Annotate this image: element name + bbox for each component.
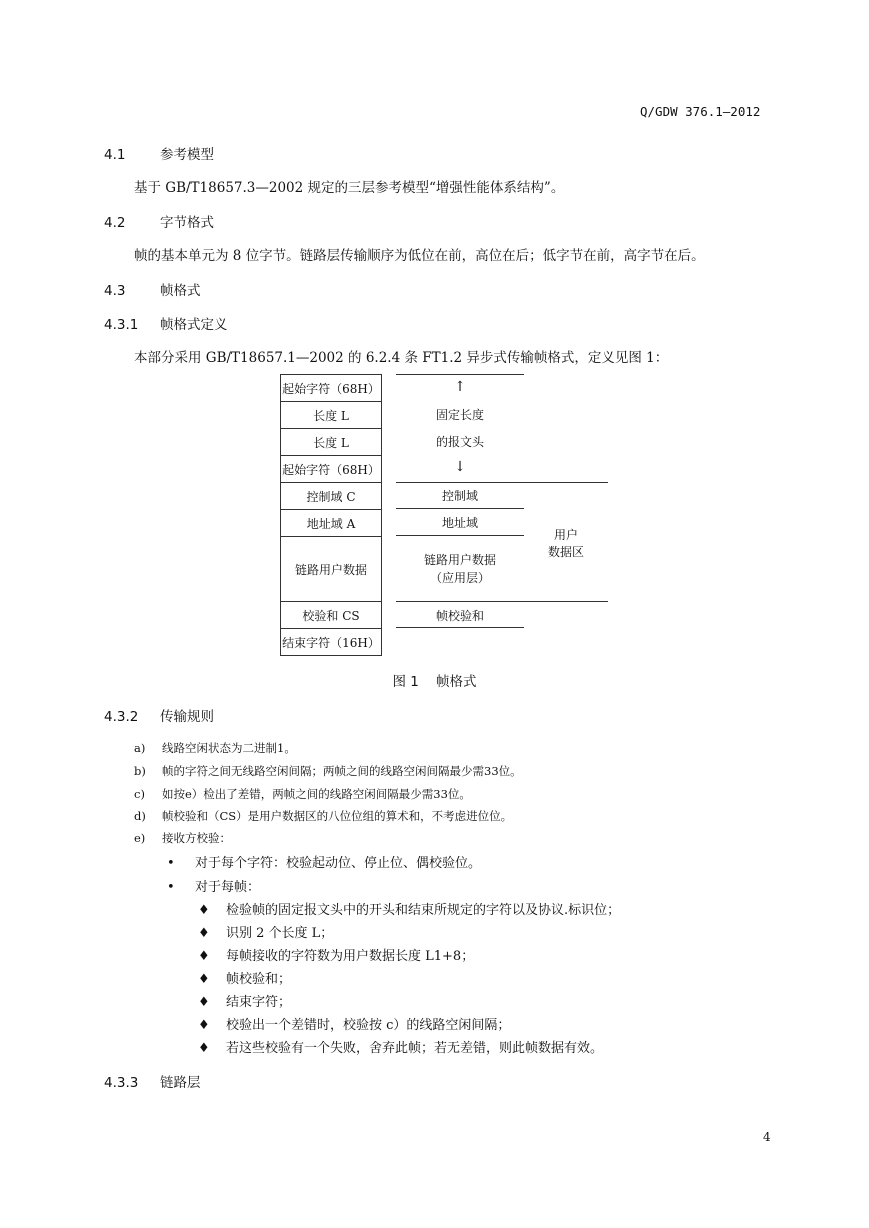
header-label-line-2: 的报文头 [435, 435, 484, 449]
section-title: 参考模型 [160, 147, 214, 163]
rule-text: 如按e）检出了差错，两帧之间的线路空闲间隔最少需33位。 [162, 787, 471, 801]
user-area-bottom-line [396, 601, 608, 602]
bullet-each-character [167, 852, 481, 871]
frame-check-text: 识别 2 个长度 L； [226, 926, 334, 941]
address-label: 地址域 [441, 516, 478, 530]
section-4-2-heading [104, 211, 214, 231]
section-title: 链路层 [160, 1075, 201, 1091]
diamond-bullet-icon: ♦ [198, 972, 210, 987]
section-4-1-heading [104, 143, 214, 163]
rule-letter: d) [134, 809, 146, 823]
bullet-dot-icon: • [167, 856, 175, 871]
frame-check-text: 每帧接收的字符数为用户数据长度 L1+8； [226, 949, 475, 964]
user-area-top-line [524, 482, 608, 483]
header-bottom-line [396, 482, 524, 483]
frame-check-item [198, 968, 291, 987]
bullet-each-frame [167, 876, 260, 895]
bullet-text: 对于每个字符：校验起动位、停止位、偶校验位。 [195, 856, 482, 871]
diamond-bullet-icon: ♦ [198, 949, 210, 964]
frame-check-item [198, 922, 333, 941]
diamond-bullet-icon: ♦ [198, 1041, 210, 1056]
frame-check-item [198, 899, 620, 918]
section-4-2-body: 帧的基本单元为 8 位字节。链路层传输顺序为低位在前，高位在后；低字节在前，高字节在后。 [134, 248, 705, 264]
rule-b [134, 763, 522, 779]
bullet-text: 对于每帧： [195, 880, 261, 895]
arrow-up-icon: ↑ [454, 379, 466, 395]
rule-letter: a) [134, 741, 146, 755]
rule-letter: e) [134, 831, 146, 845]
frame-cell-start-char: 起始字符（68H） [281, 375, 382, 402]
section-4-3-heading [104, 279, 201, 299]
user-area-label-line-2: 数据区 [547, 545, 584, 559]
rule-a [134, 740, 296, 756]
section-title: 字节格式 [160, 215, 214, 231]
section-number: 4.2 [104, 215, 126, 231]
frame-cell-length: 长度 L [281, 402, 382, 429]
control-line [396, 508, 524, 509]
section-number: 4.3.1 [104, 317, 139, 333]
header-top-line [396, 374, 524, 375]
user-area-label-line-1: 用户 [553, 528, 578, 542]
frame-check-text: 检验帧的固定报文头中的开头和结束所规定的字符以及协议.标识位； [226, 903, 621, 918]
diamond-bullet-icon: ♦ [198, 1018, 210, 1033]
frame-cell-user-data: 链路用户数据 [281, 537, 382, 602]
section-title: 帧格式定义 [160, 317, 228, 333]
frame-cell-checksum: 校验和 CS [281, 602, 382, 629]
control-label: 控制域 [441, 489, 478, 503]
section-title: 传输规则 [160, 709, 214, 725]
section-title: 帧格式 [160, 283, 201, 299]
rule-letter: b) [134, 764, 146, 778]
rule-c [134, 786, 471, 802]
rule-e [134, 830, 231, 846]
frame-cell-start-char: 起始字符（68H） [281, 456, 382, 483]
arrow-down-icon: ↓ [454, 459, 466, 475]
frame-check-text: 结束字符； [226, 995, 292, 1010]
rule-d [134, 808, 512, 824]
user-data-label-line-2: （应用层） [429, 571, 490, 585]
document-code: Q/GDW 376.1—2012 [640, 104, 761, 119]
frame-check-text: 校验出一个差错时，校验按 c）的线路空闲间隔； [226, 1018, 511, 1033]
section-4-3-3-heading [104, 1071, 201, 1091]
rule-text: 帧的字符之间无线路空闲间隔；两帧之间的线路空闲间隔最少需33位。 [162, 764, 522, 778]
bullet-dot-icon: • [167, 880, 175, 895]
frame-format-table [280, 374, 382, 656]
header-label-line-1: 固定长度 [435, 408, 484, 422]
rule-text: 线路空闲状态为二进制1。 [162, 741, 296, 755]
frame-cell-address: 地址域 A [281, 510, 382, 537]
checksum-line [396, 627, 524, 628]
section-number: 4.3 [104, 283, 126, 299]
section-number: 4.3.3 [104, 1075, 139, 1091]
frame-cell-control: 控制域 C [281, 483, 382, 510]
frame-check-item [198, 991, 291, 1010]
section-number: 4.1 [104, 147, 126, 163]
section-4-3-2-heading [104, 705, 214, 725]
frame-cell-end-char: 结束字符（16H） [281, 629, 382, 656]
rule-letter: c) [134, 787, 145, 801]
figure-caption: 图 1 帧格式 [392, 674, 477, 690]
frame-check-text: 帧校验和； [226, 972, 292, 987]
user-data-label-line-1: 链路用户数据 [423, 553, 496, 567]
frame-check-item [198, 1037, 603, 1056]
section-4-3-1-body: 本部分采用 GB/T18657.1—2002 的 6.2.4 条 FT1.2 异步式传输帧格式，定义见图 1： [134, 350, 669, 366]
frame-check-text: 若这些校验有一个失败，舍弃此帧；若无差错，则此帧数据有效。 [226, 1041, 604, 1056]
frame-cell-length: 长度 L [281, 429, 382, 456]
rule-text: 帧校验和（CS）是用户数据区的八位位组的算术和，不考虑进位位。 [162, 809, 513, 823]
checksum-label: 帧校验和 [435, 609, 484, 623]
section-4-1-body: 基于 GB/T18657.3—2002 规定的三层参考模型“增强性能体系结构”。 [134, 180, 565, 196]
diamond-bullet-icon: ♦ [198, 903, 210, 918]
frame-check-item [198, 1014, 510, 1033]
section-number: 4.3.2 [104, 709, 139, 725]
frame-check-item [198, 945, 474, 964]
rule-text: 接收方校验： [162, 831, 231, 845]
diamond-bullet-icon: ♦ [198, 995, 210, 1010]
section-4-3-1-heading [104, 313, 228, 333]
address-line [396, 535, 524, 536]
diamond-bullet-icon: ♦ [198, 926, 210, 941]
page-number: 4 [763, 1130, 771, 1144]
